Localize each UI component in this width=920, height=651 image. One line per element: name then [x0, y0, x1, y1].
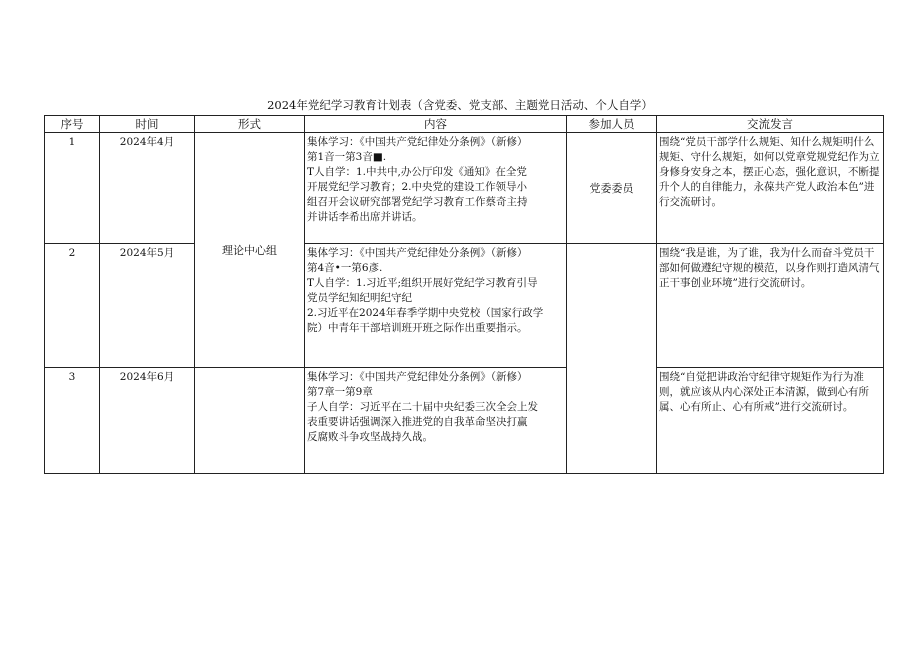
header-participants: 参加人员 [567, 116, 657, 133]
content-line: 并讲话李希出席并讲话。 [307, 211, 423, 223]
content-line: 表重要讲话强调深入推进党的自我革命坚决打赢 [307, 416, 528, 428]
participants-cell: 党委委员 [567, 133, 657, 244]
speech-text: 围绕“自觉把讲政治守纪律守规矩作为行为准则，就应该从内心深处正本清源，做到心有所属、心有所止、心有所戒”进行交流研讨。 [659, 371, 869, 413]
participants-cell-empty [567, 244, 657, 474]
header-speech: 交流发言 [657, 116, 884, 133]
content-line: 集体学习：《中国共产党纪律处分条例》（新修） [307, 371, 528, 383]
header-content: 内容 [305, 116, 567, 133]
content-line: 子人自学：习近平在二十届中央纪委三次全会上发 [307, 401, 538, 413]
content-cell [305, 133, 567, 244]
time-cell: 2024年6月 [100, 368, 195, 474]
plan-table [44, 115, 884, 474]
header-seq: 序号 [45, 116, 100, 133]
content-line: 党员学纪知纪明纪守纪 [307, 292, 412, 304]
content-line: 第4音•一第6彥. [307, 262, 383, 274]
table-row [45, 368, 884, 474]
table-row [45, 133, 884, 244]
header-time: 时间 [100, 116, 195, 133]
content-line: 第1音一第3音■. [307, 151, 387, 163]
table-title: 2024年党纪学习教育计划表（含党委、党支部、主题党日活动、个人自学） [267, 98, 653, 112]
time-cell: 2024年4月 [100, 133, 195, 244]
content-line: 2.习近平在2024年春季学期中央党校（国家行政学 [307, 307, 544, 319]
content-line: T人自学：1.习近平;组织开展好党纪学习教育引导 [307, 277, 538, 289]
content-line: 院）中青年干部培训班开班之际作出重要指示。 [307, 322, 528, 334]
seq-cell: 1 [45, 133, 100, 244]
table-row [45, 244, 884, 368]
speech-cell [657, 133, 884, 244]
time-cell: 2024年5月 [100, 244, 195, 368]
content-line: 组召开会议研究部署党纪学习教育工作蔡奇主持 [307, 196, 528, 208]
content-cell [305, 244, 567, 368]
content-line: 第7章一第9章 [307, 386, 373, 398]
content-line: T人自学：1.中共中,办公厅印发《通知》在全党 [307, 166, 527, 178]
form-cell: 理论中心组 [195, 133, 305, 368]
content-cell [305, 368, 567, 474]
speech-text: 围绕“党员干部学什么规矩、知什么规矩明什么规矩、守什么规矩，如何以党章党规党纪作为立身修身安身之本，摆正心态，强化意识，不断提升个人的自律能力，永葆共产党人政治本色”进行交流研讨。 [659, 136, 880, 208]
content-line: 开展党纪学习教育；2.中央党的建设工作领导小 [307, 181, 528, 193]
speech-cell [657, 368, 884, 474]
seq-cell: 2 [45, 244, 100, 368]
content-line: 反腐败斗争攻坚战持久战。 [307, 431, 433, 443]
content-line: 集体学习：《中国共产党纪律处分条例》（新修） [307, 247, 528, 259]
form-cell-empty [195, 368, 305, 474]
speech-cell [657, 244, 884, 368]
header-form: 形式 [195, 116, 305, 133]
header-row [45, 116, 884, 133]
seq-cell: 3 [45, 368, 100, 474]
speech-text: 围绕“我是谁，为了谁，我为什么而奋斗党员干部如何做遵纪守规的模范，以身作则打造风清气正干事创业环境”进行交流研讨。 [659, 247, 880, 289]
content-line: 集体学习：《中国共产党纪律处分条例》（新修） [307, 136, 528, 148]
